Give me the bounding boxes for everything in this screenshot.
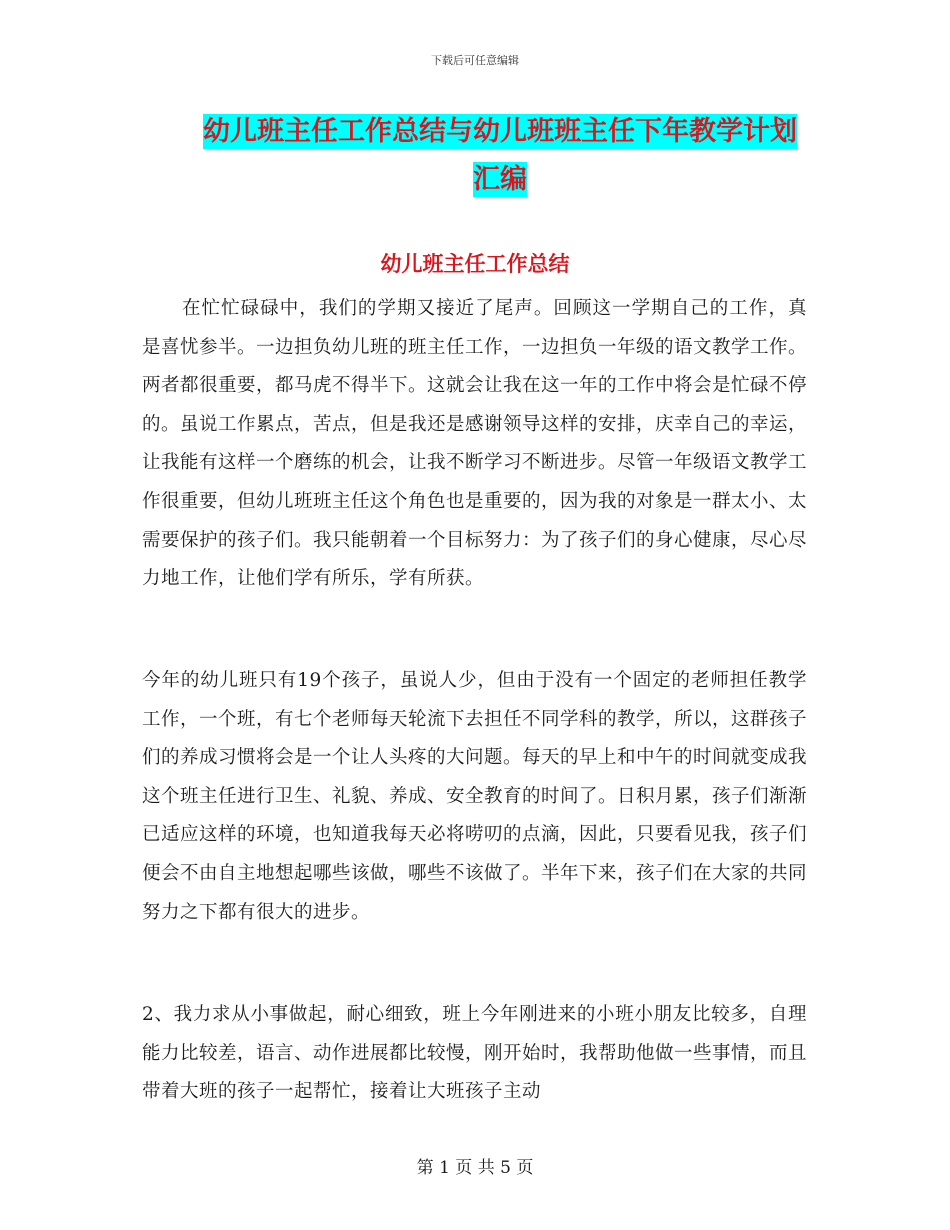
header-note: 下载后可任意编辑 [431, 54, 519, 67]
document-title [190, 108, 810, 204]
page-number: 第 1 页 共 5 页 [416, 1158, 534, 1178]
paragraph-class-habits: 今年的幼儿班只有19个孩子，虽说人少，但由于没有一个固定的老师担任教学工作，一个班，有七个老师每天轮流下去担任不同学科的教学，所以，这群孩子们的养成习惯将会是一个让人头疼的大问题。每天的早上和中午的时间就变成我这个班主任进行卫生、礼貌、养成、安全教育的时间了。日积月累，孩子们渐渐已适应这样的环境，也知道我每天必将唠叨的点滴，因此，只要看见我，孩子们便会不由自主地想起哪些该做，哪些不该做了。半年下来，孩子们在大家的共同努力之下都有很大的进步。 [142, 670, 808, 923]
paragraph-point-2: 2、我力求从小事做起，耐心细致，班上今年刚进来的小班小朋友比较多，自理能力比较差，语言、动作进展都比较慢，刚开始时，我帮助他做一些事情，而且带着大班的孩子一起帮忙，接着让大班孩子主动 [142, 1004, 808, 1103]
section-title: 幼儿班主任工作总结 [380, 252, 570, 276]
document-title-text: 幼儿班主任工作总结与幼儿班班主任下年教学计划汇编 [203, 116, 797, 195]
paragraph-intro: 在忙忙碌碌中，我们的学期又接近了尾声。回顾这一学期自己的工作，真是喜忧参半。一边担负幼儿班的班主任工作，一边担负一年级的语文教学工作。两者都很重要，都马虎不得半下。这就会让我在这一年的工作中将会是忙碌不停的。虽说工作累点，苦点，但是我还是感谢领导这样的安排，庆幸自己的幸运，让我能有这样一个磨练的机会，让我不断学习不断进步。尽管一年级语文教学工作很重要，但幼儿班班主任这个角色也是重要的，因为我的对象是一群太小、太需要保护的孩子们。我只能朝着一个目标努力：为了孩子们的身心健康，尽心尽力地工作，让他们学有所乐，学有所获。 [142, 298, 808, 590]
